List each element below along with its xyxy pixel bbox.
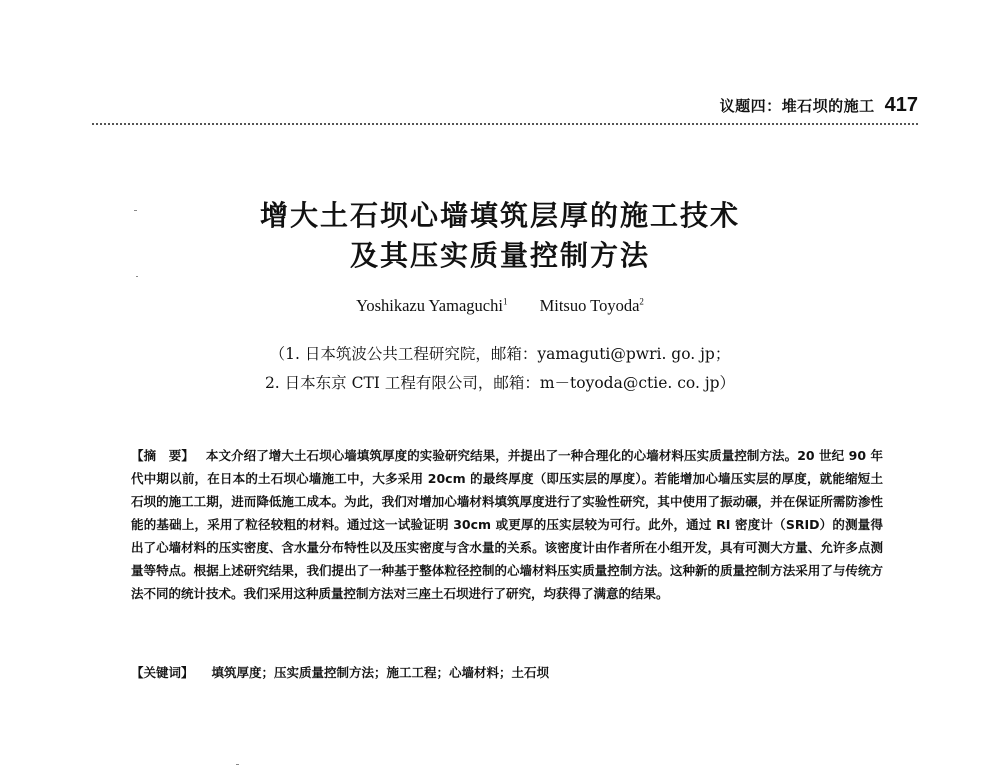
affiliation-line-2: 2. 日本东京 CTI 工程有限公司，邮箱：m－toyoda@ctie. co. jp） (264, 374, 736, 392)
scan-speck (134, 210, 137, 211)
keywords (131, 663, 549, 681)
author-2-name: Mitsuo Toyoda (539, 296, 640, 315)
affiliation-line-1: （1. 日本筑波公共工程研究院，邮箱：yamaguti@pwri. go. jp； (269, 345, 731, 363)
keywords-label: 【关键词】 (131, 665, 194, 680)
abstract-text: 本文介绍了增大土石坝心墙填筑厚度的实验研究结果，并提出了一种合理化的心墙材料压实质量控制方法。20 世纪 90 年代中期以前，在日本的土石坝心墙施工中，大多采用 20cm 的最终厚度（即压实层的厚度）。若能增加心墙压实层的厚度，就能缩短土石坝的施工工期，进而降低施工成本。为此，我们对增加心墙材料填筑厚度进行了实验性研究，其中使用了振动碾，并在保证所需防渗性能的基础上，采用了粒径较粗的材料。通过这一试验证明 30cm 或更厚的压实层较为可行。此外，通过 RI 密度计（SRID）的测量得出了心墙材料的压实密度、含水量分布特性以及压实密度与含水量的关系。该密度计由作者所在小组开发，具有可测大方量、允许多点测量等特点。根据上述研究结果，我们提出了一种基于整体粒径控制的心墙材料压实质量控制方法。这种新的质量控制方法采用了与传统方法不同的统计技术。我们采用这种质量控制方法对三座土石坝进行了研究，均获得了满意的结果。 (131, 448, 883, 601)
author-2-affil-mark: 2 (639, 296, 644, 307)
running-header-topic: 议题四：堆石坝的施工 (719, 97, 875, 115)
author-line (0, 296, 1000, 316)
title-line-2: 及其压实质量控制方法 (349, 239, 650, 272)
header-dotted-rule (92, 123, 918, 125)
scan-speck (236, 764, 239, 765)
keywords-text: 填筑厚度；压实质量控制方法；施工工程；心墙材料；土石坝 (211, 665, 550, 680)
title-line-1: 增大土石坝心墙填筑层厚的施工技术 (259, 199, 740, 232)
running-header (720, 94, 918, 117)
abstract-label: 【摘 要】 (131, 448, 194, 463)
author-1-affil-mark: 1 (502, 296, 508, 307)
affiliations (0, 340, 1000, 398)
page-number: 417 (884, 94, 918, 116)
paper-title (0, 196, 1000, 276)
scan-speck (136, 276, 138, 277)
author-1 (356, 296, 507, 315)
abstract (131, 444, 883, 605)
author-2 (540, 296, 644, 315)
author-1-name: Yoshikazu Yamaguchi (356, 296, 503, 315)
